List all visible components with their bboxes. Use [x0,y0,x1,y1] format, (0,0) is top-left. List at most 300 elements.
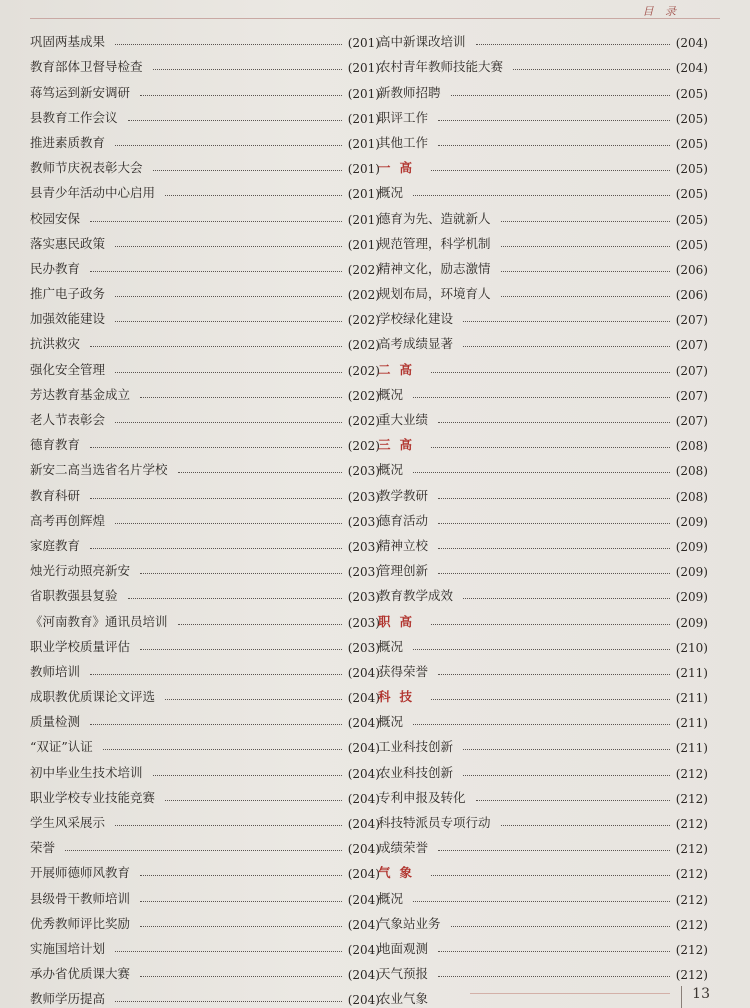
toc-entry-page: (212) [675,766,708,781]
toc-entry-page: (204) [347,968,380,983]
toc-entry-page: (202) [347,414,380,428]
dot-leader [165,699,342,700]
dot-leader [463,321,670,322]
toc-entry-page: (205) [675,86,708,101]
toc-entry-page: (205) [675,162,708,177]
toc-entry-page: (202) [347,363,380,378]
toc-entry-page: (204) [347,665,380,680]
toc-entry [378,806,708,831]
toc-entry-page: (207) [675,388,708,403]
toc-entry-title: 教师培训 [30,663,81,679]
toc-entry-page: (204) [347,766,380,781]
dot-leader [476,800,670,801]
dot-leader [90,221,342,222]
toc-entry-page: (202) [347,338,380,353]
toc-entry [30,327,380,352]
dot-leader [413,472,670,473]
toc-entry [30,982,380,1007]
toc-entry-page: (211) [675,741,708,756]
toc-entry [378,705,708,730]
toc-entry-title: 农业气象 [378,991,429,1007]
dot-leader [438,120,670,121]
toc-entry [30,302,380,327]
dot-leader [463,598,670,599]
dot-leader [413,724,670,725]
toc-entry-page: (207) [675,363,708,378]
toc-entry-title: 教育科研 [30,487,81,503]
dot-leader [140,649,342,650]
toc-section-heading [378,856,708,881]
toc-entry-title: 专利申报及转化 [378,789,466,805]
toc-entry-page: (212) [675,842,708,857]
toc-entry-title: 概况 [378,714,404,730]
toc-entry-page: (208) [675,439,708,454]
toc-entry-title: 县教育工作会议 [30,109,118,125]
dot-leader [431,170,670,171]
toc-entry-title: 获得荣誉 [378,663,429,679]
dot-leader [153,69,342,70]
toc-entry [378,75,708,100]
toc-entry-page: (209) [675,565,708,580]
toc-entry [378,932,708,957]
toc-entry [378,378,708,403]
dot-leader [140,573,342,574]
toc-entry-title: 规范管理，科学机制 [378,235,491,251]
toc-entry-page: (208) [675,464,708,479]
dot-leader [513,69,670,70]
toc-entry-page: (204) [347,817,380,831]
dot-leader [438,850,670,851]
dot-leader [115,372,342,373]
dot-leader [115,44,342,45]
toc-entry-title: 蒋笃运到新安调研 [30,84,131,100]
toc-entry-title: 高考再创辉煌 [30,512,106,528]
toc-entry-title: 学校绿化建设 [378,311,454,327]
toc-entry-title: “双证”认证 [30,739,93,755]
toc-entry-page: (202) [347,388,380,403]
toc-entry [30,781,380,806]
toc-entry [30,25,380,50]
toc-entry-title: 概况 [378,386,404,402]
dot-leader [438,951,670,952]
toc-entry [30,428,380,453]
toc-entry [378,982,708,1007]
toc-entry-page: (204) [675,61,708,76]
toc-entry-page: (204) [347,867,380,882]
toc-entry-title: 加强效能建设 [30,311,106,327]
toc-section-heading [378,680,708,705]
toc-entry-title: 天气预报 [378,966,429,982]
toc-entry-title: 概况 [378,890,404,906]
dot-leader [115,951,342,952]
dot-leader [115,145,342,146]
toc-entry-title: 教育教学成效 [378,588,454,604]
dot-leader [128,598,342,599]
toc-entry-title: 重大业绩 [378,412,429,427]
toc-entry [30,630,380,655]
toc-entry-title: 德育活动 [378,512,429,528]
dot-leader [431,372,670,373]
toc-entry-title: 教育部体卫督导检查 [30,59,143,75]
toc-entry-title: 概况 [378,185,404,201]
toc-entry [378,957,708,982]
header-rule [30,18,720,19]
toc-entry-title: 老人节表彰会 [30,412,106,427]
toc-entry-page: (201) [347,136,380,151]
toc-entry-title: 推广电子政务 [30,286,106,302]
dot-leader [438,498,670,499]
dot-leader [438,674,670,675]
dot-leader [431,699,670,700]
toc-entry [30,957,380,982]
toc-entry-title: 开展师德师风教育 [30,865,131,881]
dot-leader [451,926,670,927]
toc-entry-page: (209) [675,539,708,554]
toc-entry [30,378,380,403]
toc-entry [30,579,380,604]
toc-entry [30,604,380,629]
toc-entry [30,881,380,906]
toc-entry-page: (201) [347,36,380,51]
toc-entry-page: (203) [347,539,380,554]
toc-entry-page: (209) [675,590,708,605]
toc-entry [378,277,708,302]
dot-leader [140,976,342,977]
dot-leader [413,397,670,398]
dot-leader [115,1001,342,1002]
toc-entry-title: 管理创新 [378,563,429,579]
toc-entry-title: 落实惠民政策 [30,235,106,251]
toc-entry-title: 教学教研 [378,487,429,503]
toc-entry-title: 精神立校 [378,537,429,553]
toc-entry-title: 高考成绩显著 [378,336,454,352]
toc-entry-page: (201) [347,86,380,101]
toc-entry-title: 概况 [378,462,404,478]
dot-leader [438,976,670,977]
dot-leader [153,775,342,776]
toc-entry-page: (203) [347,590,380,605]
dot-leader [501,271,670,272]
toc-entry-page: (209) [675,615,708,630]
toc-entry-title: 其他工作 [378,134,429,150]
toc-entry-title: 推进素质教育 [30,134,106,150]
dot-leader [438,145,670,146]
toc-entry [378,327,708,352]
toc-entry-page: (204) [347,993,380,1008]
dot-leader [90,498,342,499]
toc-entry-page: (204) [347,741,380,756]
toc-entry-page: (207) [675,414,708,428]
toc-entry [378,101,708,126]
toc-entry-page: (204) [347,917,380,932]
toc-entry-title: 质量检测 [30,714,81,730]
dot-leader [140,397,342,398]
toc-entry-page: (203) [347,514,380,529]
toc-entry-title: 校园安保 [30,210,81,226]
toc-entry-title: 成绩荣誉 [378,840,429,856]
toc-entry-page: (203) [347,640,380,655]
toc-entry [30,252,380,277]
toc-entry [30,403,380,428]
dot-leader [501,825,670,826]
dot-leader [115,246,342,247]
toc-entry-title: 新安二高当选省名片学校 [30,462,168,478]
toc-entry-title: 学生风采展示 [30,815,106,830]
toc-entry-page: (201) [347,187,380,202]
toc-entry [30,201,380,226]
dot-leader [413,195,670,196]
toc-entry [378,176,708,201]
toc-entry-title: 职业学校专业技能竞赛 [30,789,156,805]
toc-entry-title: 教师节庆祝表彰大会 [30,160,143,176]
toc-entry-page: (211) [675,716,708,731]
toc-entry [30,730,380,755]
dot-leader [115,825,342,826]
dot-leader [476,44,670,45]
toc-section-heading [378,428,708,453]
toc-entry [30,75,380,100]
toc-entry [30,655,380,680]
toc-left-column [30,25,380,1007]
toc-entry-page: (202) [347,288,380,303]
toc-entry-page: (212) [675,917,708,932]
toc-entry [30,705,380,730]
toc-entry [30,227,380,252]
toc-entry-page: (203) [347,615,380,630]
toc-right-column [378,25,708,1007]
toc-entry-title: 县级骨干教师培训 [30,890,131,906]
toc-entry [30,453,380,478]
toc-entry-page: (212) [675,942,708,957]
toc-entry-page: (210) [675,640,708,655]
toc-entry-title: 气象 [378,865,422,881]
toc-entry-page: (209) [675,514,708,529]
dot-leader [115,523,342,524]
toc-entry-title: 精神文化，励志激情 [378,260,491,276]
toc-entry [30,352,380,377]
dot-leader [165,800,342,801]
toc-entry-title: 抗洪救灾 [30,336,81,352]
toc-entry [30,176,380,201]
toc-section-heading [378,352,708,377]
toc-entry-page: (201) [347,237,380,252]
toc-entry [30,755,380,780]
toc-entry [378,881,708,906]
toc-entry-title: 烛光行动照亮新安 [30,563,131,579]
toc-entry-title: 初中毕业生技术培训 [30,764,143,780]
dot-leader [90,271,342,272]
toc-entry [30,151,380,176]
toc-entry-page: (212) [675,791,708,806]
toc-entry [30,277,380,302]
toc-entry-page: (204) [347,842,380,857]
dot-leader [438,422,670,423]
toc-entry-title: 强化安全管理 [30,361,106,377]
toc-entry-title: 农村青年教师技能大赛 [378,59,504,75]
toc-entry [378,579,708,604]
toc-entry-page: (202) [347,262,380,277]
toc-entry-page: (212) [675,817,708,831]
toc-entry-page: (211) [675,665,708,680]
toc-entry-page: (207) [675,313,708,328]
toc-entry [378,403,708,428]
toc-entry [378,529,708,554]
toc-entry-page: (204) [675,36,708,51]
dot-leader [140,901,342,902]
dot-leader [463,346,670,347]
toc-entry-page: (205) [675,212,708,227]
dot-leader [431,875,670,876]
toc-entry-title: 家庭教育 [30,537,81,553]
toc-entry-title: 高中新课改培训 [378,34,466,50]
dot-leader [90,674,342,675]
toc-entry-title: 德育为先、造就新人 [378,210,491,226]
dot-leader [431,447,670,448]
toc-entry [378,630,708,655]
toc-entry-page: (206) [675,262,708,277]
toc-entry [378,227,708,252]
dot-leader [438,573,670,574]
toc-entry [378,554,708,579]
dot-leader [90,724,342,725]
dot-leader [501,296,670,297]
toc-entry-title: 科技 [378,689,422,705]
toc-entry-page: (207) [675,338,708,353]
dot-leader [501,246,670,247]
toc-entry-title: 荣誉 [30,840,56,856]
toc-entry-page: (208) [675,489,708,504]
dot-leader [438,523,670,524]
toc-entry-title: 德育教育 [30,437,81,453]
toc-entry [378,201,708,226]
toc-entry-title: 民办教育 [30,260,81,276]
dot-leader [438,548,670,549]
toc-entry-page: (204) [347,691,380,706]
toc-entry-page: (201) [347,111,380,126]
toc-entry-title: 省职教强县复验 [30,588,118,604]
dot-leader [140,95,342,96]
dot-leader [115,296,342,297]
footer-rule [470,993,670,994]
toc-entry [378,50,708,75]
toc-entry [30,806,380,831]
toc-entry [30,856,380,881]
toc-entry-page: (201) [347,212,380,227]
toc-entry [30,101,380,126]
toc-entry [30,50,380,75]
toc-entry-title: 新教师招聘 [378,84,441,100]
toc-entry [30,554,380,579]
toc-entry-page: (202) [347,313,380,328]
toc-entry [378,252,708,277]
toc-entry-title: 农业科技创新 [378,764,454,780]
toc-entry-page: (201) [347,162,380,177]
dot-leader [153,170,342,171]
toc-entry [378,831,708,856]
dot-leader [140,926,342,927]
toc-entry [30,504,380,529]
dot-leader [451,95,670,96]
toc-entry-page: (201) [347,61,380,76]
dot-leader [90,548,342,549]
toc-entry-page: (211) [675,691,708,706]
toc-section-heading [378,604,708,629]
toc-entry-title: 三高 [378,437,422,453]
page-number: 13 [681,986,710,1008]
toc-entry-title: 工业科技创新 [378,739,454,755]
toc-entry-page: (203) [347,489,380,504]
dot-leader [165,195,342,196]
dot-leader [128,120,342,121]
toc-entry [378,755,708,780]
toc-entry-title: 成职教优质课论文评选 [30,689,156,705]
toc-entry-title: 一高 [378,160,422,176]
toc-entry-page: (204) [347,892,380,907]
dot-leader [140,875,342,876]
toc-entry [378,504,708,529]
toc-entry-page: (202) [347,439,380,454]
toc-entry-title: 巩固两基成果 [30,34,106,50]
toc-entry-page: (205) [675,136,708,151]
dot-leader [463,749,670,750]
toc-entry-title: 芳达教育基金成立 [30,386,131,402]
toc-entry-title: 概况 [378,638,404,654]
dot-leader [501,221,670,222]
toc-entry [30,907,380,932]
dot-leader [115,422,342,423]
toc-entry-title: 实施国培计划 [30,940,106,956]
toc-entry-page: (212) [675,892,708,907]
toc-entry-page: (204) [347,791,380,806]
toc-entry [378,655,708,680]
dot-leader [65,850,342,851]
toc-entry-page: (205) [675,187,708,202]
toc-entry-title: 职业学校质量评估 [30,638,131,654]
toc-entry-page: (205) [675,237,708,252]
toc-entry-title: 二高 [378,361,422,377]
toc-entry [378,302,708,327]
toc-entry [378,126,708,151]
toc-entry [378,453,708,478]
toc-entry [30,932,380,957]
toc-entry [30,680,380,705]
toc-entry [378,25,708,50]
toc-entry-title: 职评工作 [378,109,429,125]
dot-leader [178,624,342,625]
toc-entry [378,781,708,806]
toc-entry [30,478,380,503]
toc-entry-title: 地面观测 [378,940,429,956]
dot-leader [178,472,342,473]
toc-entry-title: 规划布局，环境育人 [378,286,491,302]
dot-leader [90,447,342,448]
dot-leader [413,901,670,902]
toc-entry [30,126,380,151]
toc-entry-page: (212) [675,968,708,983]
dot-leader [115,321,342,322]
toc-entry [378,907,708,932]
toc-entry-title: 科技特派员专项行动 [378,815,491,830]
toc-entry-title: 气象站业务 [378,915,441,931]
toc-entry [30,831,380,856]
toc-section-heading [378,151,708,176]
toc-entry-title: 教师学历提高 [30,991,106,1007]
toc-entry-page: (206) [675,288,708,303]
dot-leader [103,749,342,750]
toc-entry-title: 职高 [378,613,422,629]
dot-leader [413,649,670,650]
toc-entry-title: 《河南教育》通讯员培训 [30,613,168,629]
